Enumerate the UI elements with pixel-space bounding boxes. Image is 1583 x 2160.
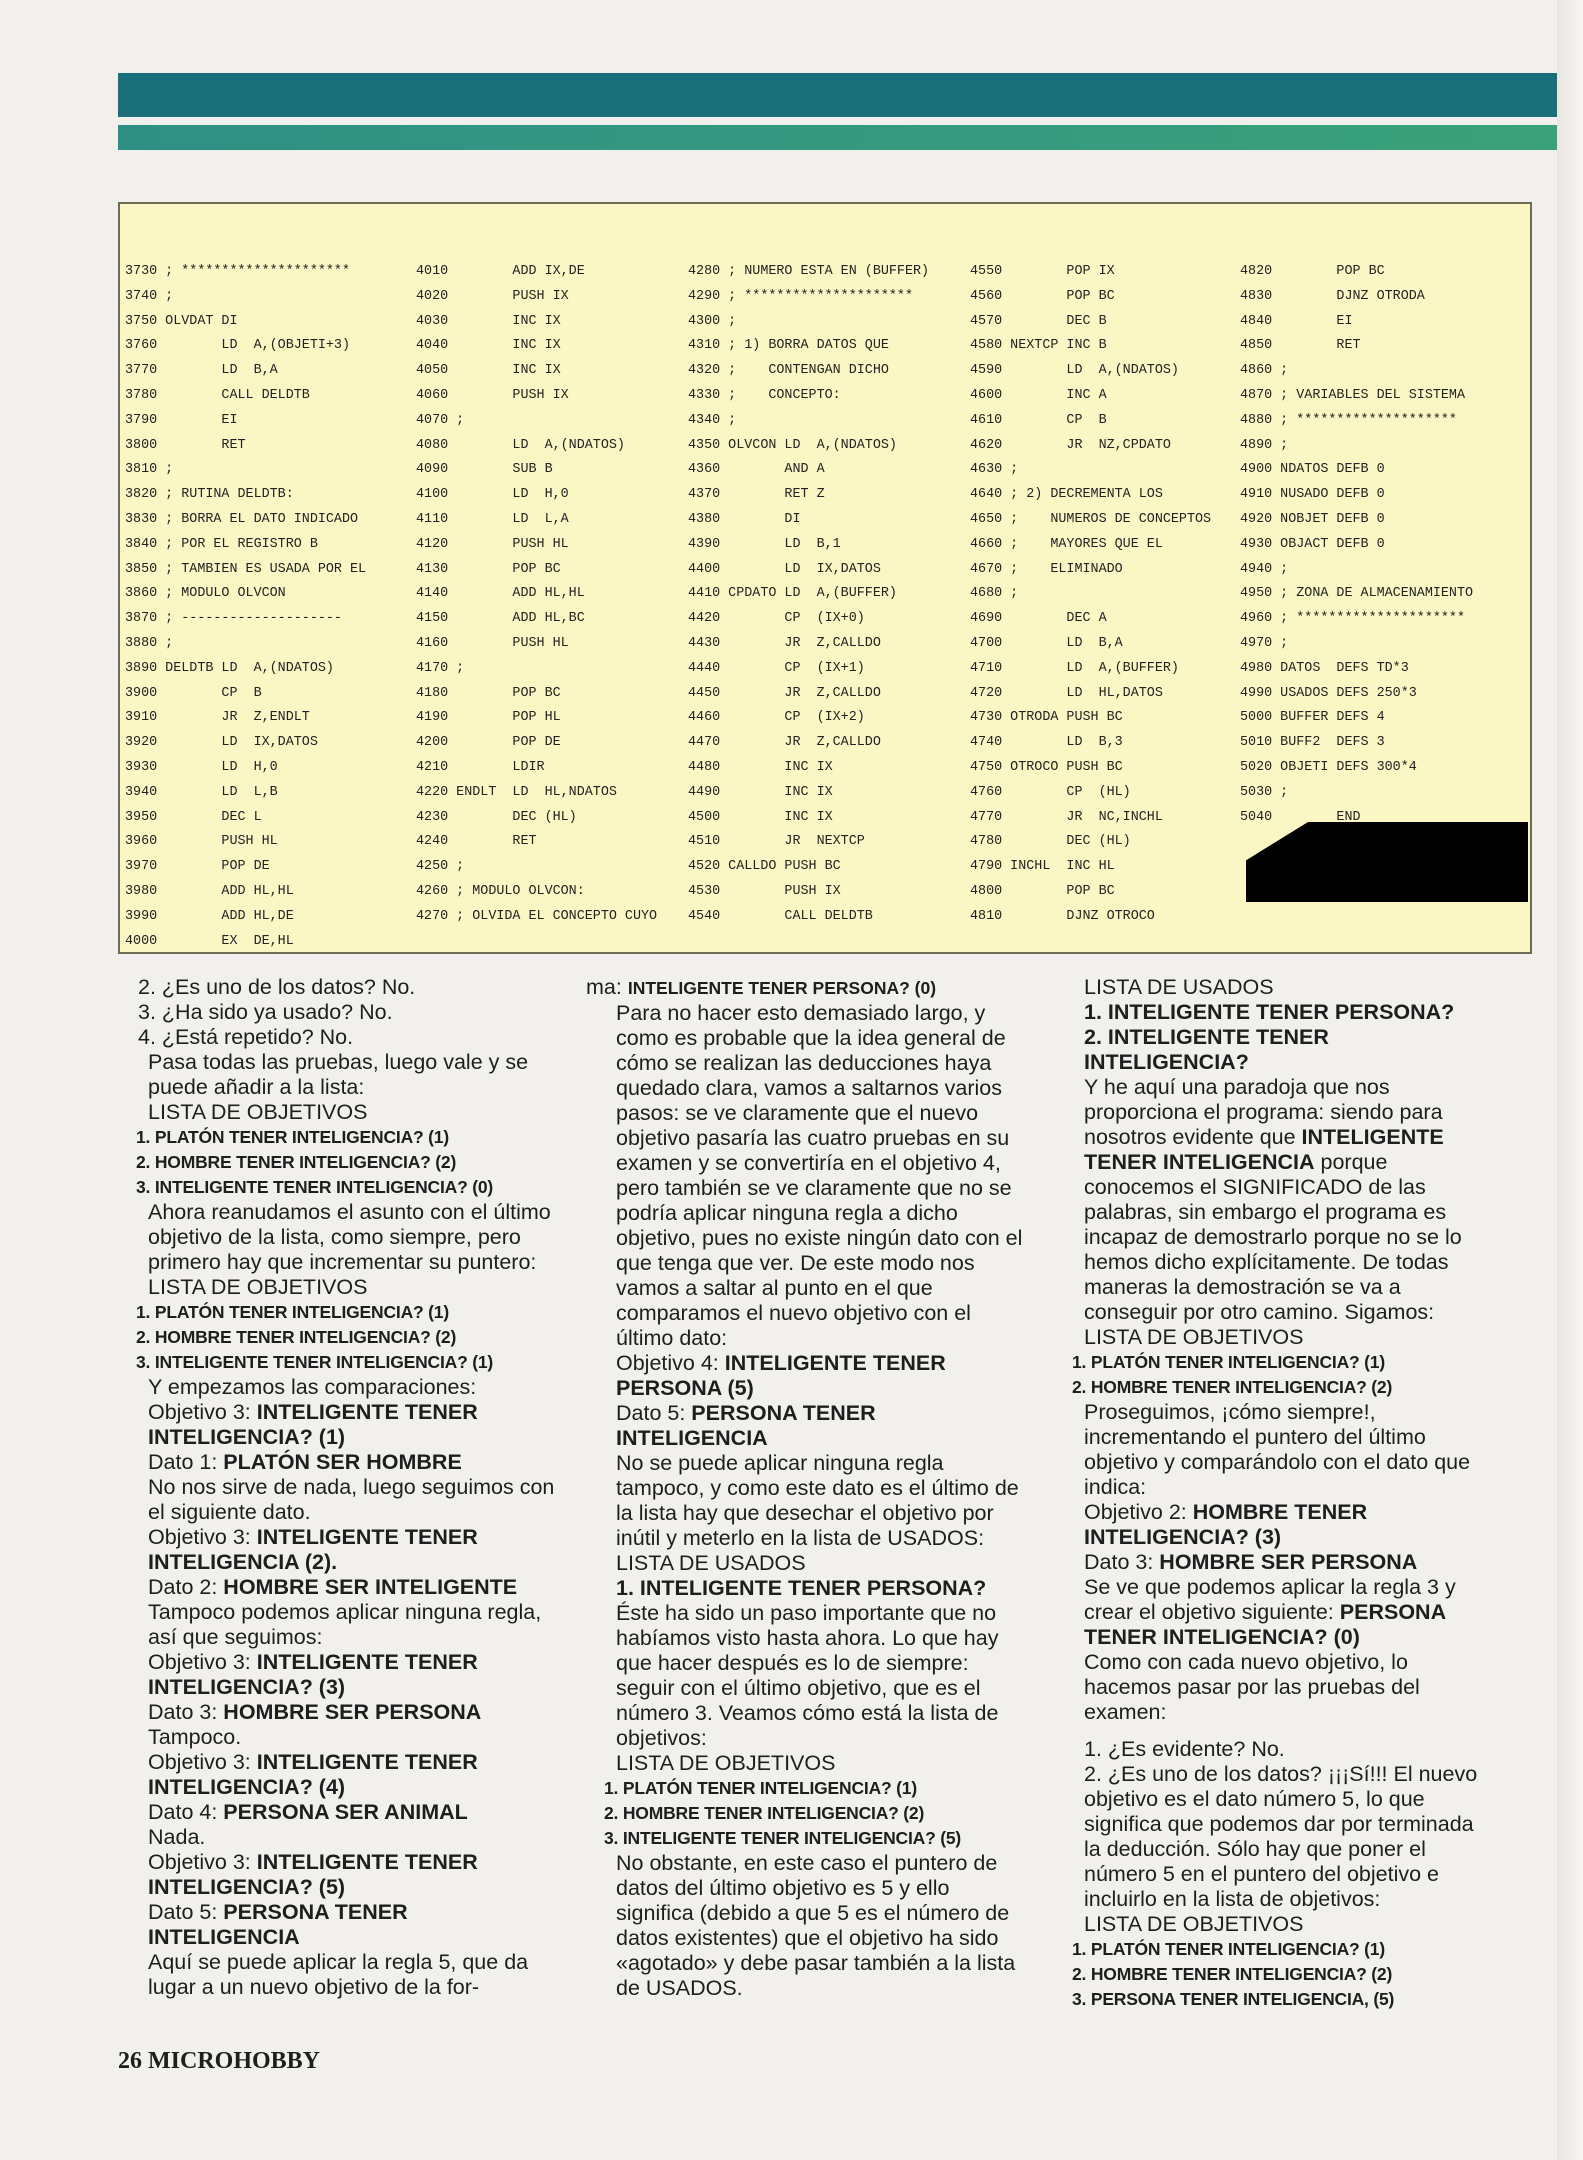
paragraph: No se puede aplicar ninguna regla tampoco, y como este dato es el último de la lista hay que desechar el objetivo por inútil y meterlo en la lista de USADOS:	[616, 1451, 1019, 1550]
list-item: 1. PLATÓN TENER INTELIGENCIA? (1)	[1072, 1939, 1385, 1959]
data-line	[1054, 1550, 1494, 1575]
data-label: Dato 5:	[616, 1401, 692, 1425]
listing-column-2: 4010 ADD IX,DE 4020 PUSH IX 4030 INC IX 4040 INC IX 4050 INC IX 4060 PUSH IX 4070 ; 4080 LD A,(NDATOS) 4090 SUB B 4100 LD H,0 4110 LD L,A 4120 PUSH HL 4130 POP BC 4140 ADD HL,HL 4150 ADD HL,BC 4160 PUSH HL 4170 ; 4180 POP BC 4190 POP HL 4200 POP DE 4210 LDIR 4220 ENDLT LD HL,NDATOS 4230 DEC (HL) 4240 RET 4250 ; 4260 ; MODULO OLVCON: 4270 ; OLVIDA EL CONCEPTO CUYO	[416, 264, 658, 924]
paragraph: 2. ¿Es uno de los datos? No.	[138, 975, 416, 999]
objective-line	[118, 1650, 558, 1700]
data-line	[586, 1401, 1026, 1451]
data-text: HOMBRE SER PERSONA	[1159, 1550, 1418, 1574]
objective-text: INTELIGENTE TENER PERSONA (5)	[616, 1351, 946, 1400]
paragraph-text: Y he aquí una paradoja que nos proporciona el programa: siendo para nosotros evidente que	[1084, 1075, 1443, 1149]
list-item: 2. HOMBRE TENER INTELIGENCIA? (2)	[604, 1803, 925, 1823]
paragraph: Aquí se puede aplicar la regla 5, que da lugar a un nuevo objetivo de la for-	[148, 1950, 529, 1999]
paragraph: Tampoco podemos aplicar ninguna regla, así que seguimos:	[148, 1600, 542, 1649]
list-item: 1. PLATÓN TENER INTELIGENCIA? (1)	[1072, 1352, 1385, 1372]
objective-label: Objetivo 3:	[148, 1400, 257, 1424]
list-item: 2. HOMBRE TENER INTELIGENCIA? (2)	[1072, 1377, 1393, 1397]
data-text: PLATÓN SER HOMBRE	[223, 1450, 462, 1474]
paragraph	[586, 975, 1026, 1001]
objective-line	[118, 1525, 558, 1575]
paragraph: Éste ha sido un paso importante que no habíamos visto hasta ahora. Lo que hay que hacer después es lo de siempre: seguir con el último objetivo, que es el número 3. Veamos cómo está la lista de objetivos:	[616, 1601, 999, 1750]
data-label: Dato 2:	[148, 1575, 224, 1599]
list-heading: LISTA DE OBJETIVOS	[1084, 1912, 1304, 1936]
text-column-2	[586, 975, 1026, 2001]
list-heading: LISTA DE USADOS	[1084, 975, 1274, 999]
data-label: Dato 5:	[148, 1900, 224, 1924]
data-label: Dato 1:	[148, 1450, 224, 1474]
used-item: 1. INTELIGENTE TENER PERSONA?	[616, 1576, 987, 1600]
text-column-1	[118, 975, 558, 2000]
objective-line	[118, 1400, 558, 1450]
data-label: Dato 4:	[148, 1800, 224, 1824]
paragraph-text: Se ve que podemos aplicar la regla 3 y crear el objetivo siguiente:	[1084, 1575, 1456, 1624]
data-line	[118, 1900, 558, 1950]
data-line	[118, 1450, 558, 1475]
data-label: Dato 3:	[1084, 1550, 1160, 1574]
data-text: HOMBRE SER PERSONA	[223, 1700, 482, 1724]
emphasis-text: INTELIGENTE TENER INTELIGENCIA	[1084, 1125, 1444, 1174]
objective-text: INTELIGENTE TENER INTELIGENCIA (2).	[148, 1525, 478, 1574]
paragraph-text: ma:	[586, 975, 628, 999]
objective-label: Objetivo 3:	[148, 1750, 257, 1774]
list-heading: LISTA DE OBJETIVOS	[616, 1751, 836, 1775]
paragraph: Ahora reanudamos el asunto con el último objetivo de la lista, como siempre, pero primero hay que incrementar su puntero:	[148, 1200, 551, 1274]
list-item: 1. PLATÓN TENER INTELIGENCIA? (1)	[136, 1127, 449, 1147]
objective-text: INTELIGENTE TENER INTELIGENCIA? (5)	[148, 1850, 478, 1899]
paragraph: 3. ¿Ha sido ya usado? No.	[138, 1000, 393, 1024]
objective-text: HOMBRE TENER INTELIGENCIA? (3)	[1084, 1500, 1368, 1549]
objective-line	[586, 1351, 1026, 1401]
data-label: Dato 3:	[148, 1700, 224, 1724]
list-item	[1054, 1000, 1494, 1025]
list-item: 1. PLATÓN TENER INTELIGENCIA? (1)	[604, 1778, 917, 1798]
paragraph: Proseguimos, ¡cómo siempre!, incrementando el puntero del último objetivo y comparándolo con el dato que indica:	[1084, 1400, 1471, 1499]
paragraph: Tampoco.	[148, 1725, 242, 1749]
list-heading: LISTA DE OBJETIVOS	[148, 1100, 368, 1124]
list-item: 3. INTELIGENTE TENER INTELIGENCIA? (0)	[136, 1177, 494, 1197]
paragraph: No nos sirve de nada, luego seguimos con el siguiente dato.	[148, 1475, 555, 1524]
list-heading: LISTA DE OBJETIVOS	[148, 1275, 368, 1299]
data-line	[118, 1575, 558, 1600]
listing-column-3: 4280 ; NUMERO ESTA EN (BUFFER) 4290 ; ********************* 4300 ; 4310 ; 1) BORRA DATOS QUE 4320 ; CONTENGAN DICHO 4330 ; CONCEPTO: 4340 ; 4350 OLVCON LD A,(NDATOS) 4360 AND A 4370 RET Z 4380 DI 4390 LD B,1 4400 LD IX,DATOS 4410 CPDATO LD A,(BUFFER) 4420 CP (IX+0) 4430 JR Z,CALLDO 4440 CP (IX+1) 4450 JR Z,CALLDO 4460 CP (IX+2) 4470 JR Z,CALLDO 4480 INC IX 4490 INC IX 4500 INC IX 4510 JR NEXTCP 4520 CALLDO PUSH BC 4530 PUSH IX 4540 CALL DELDTB	[688, 264, 930, 924]
header-band-light	[118, 125, 1583, 150]
data-text: HOMBRE SER INTELIGENTE	[223, 1575, 518, 1599]
objective-text: INTELIGENTE TENER INTELIGENCIA? (1)	[148, 1400, 478, 1449]
data-line	[118, 1800, 558, 1825]
page-footer: 26 MICROHOBBY	[118, 2048, 321, 2074]
list-item	[1054, 1025, 1494, 1075]
page-edge	[1557, 0, 1583, 2160]
objective-label: Objetivo 3:	[148, 1525, 257, 1549]
list-item: 2. HOMBRE TENER INTELIGENCIA? (2)	[1072, 1964, 1393, 1984]
paragraph: Para no hacer esto demasiado largo, y como es probable que la idea general de cómo se realizan las deducciones haya quedado clara, vamos a saltarnos varios pasos: se ve claramente que el nuevo objetivo pasaría las cuatro pruebas en su examen y se convertiría en el objetivo 4, pero también se ve claramente que no se podría aplicar ninguna regla a dicho objetivo, pues no existe ningún dato con el que tenga que ver. De este modo nos vamos a saltar al punto en el que comparamos el nuevo objetivo con el último dato:	[616, 1001, 1023, 1350]
objective-text: INTELIGENTE TENER INTELIGENCIA? (4)	[148, 1750, 478, 1799]
paragraph: Como con cada nuevo objetivo, lo hacemos pasar por las pruebas del examen:	[1084, 1650, 1420, 1724]
objective-text: INTELIGENTE TENER INTELIGENCIA? (3)	[148, 1650, 478, 1699]
paragraph	[1054, 1575, 1494, 1650]
list-item	[586, 1576, 1026, 1601]
list-item: 3. INTELIGENTE TENER INTELIGENCIA? (1)	[136, 1352, 494, 1372]
list-item: 3. PERSONA TENER INTELIGENCIA, (5)	[1072, 1989, 1395, 2009]
data-text: PERSONA TENER INTELIGENCIA	[616, 1401, 876, 1450]
list-item: 3. INTELIGENTE TENER INTELIGENCIA? (5)	[604, 1828, 962, 1848]
data-line	[118, 1700, 558, 1725]
paragraph	[1054, 1075, 1494, 1325]
objective-label: Objetivo 4:	[616, 1351, 725, 1375]
paragraph: No obstante, en este caso el puntero de datos del último objetivo es 5 y ello significa (debido a que 5 es el número de datos existentes) que el objetivo ha sido «agotado» y debe pasar también a la lista de USADOS.	[616, 1851, 1016, 2000]
paragraph: 4. ¿Está repetido? No.	[138, 1025, 354, 1049]
paragraph: 1. ¿Es evidente? No.	[1084, 1737, 1285, 1761]
objective-label: Objetivo 2:	[1084, 1500, 1193, 1524]
paragraph: Pasa todas las pruebas, luego vale y se puede añadir a la lista:	[148, 1050, 529, 1099]
objective-label: Objetivo 3:	[148, 1850, 257, 1874]
data-text: PERSONA SER ANIMAL	[223, 1800, 468, 1824]
objective-line	[118, 1750, 558, 1800]
objective-label: Objetivo 3:	[148, 1650, 257, 1674]
used-item: 1. INTELIGENTE TENER PERSONA?	[1084, 1000, 1455, 1024]
listing-column-5: 4820 POP BC 4830 DJNZ OTRODA 4840 EI 4850 RET 4860 ; 4870 ; VARIABLES DEL SISTEMA 4880 ; ******************** 4890 ; 4900 NDATOS DEFB 0 4910 NUSADO DEFB 0 4920 NOBJET DEFB 0 4930 OBJACT DEFB 0 4940 ; 4950 ; ZONA DE ALMACENAMIENTO 4960 ; ********************* 4970 ; 4980 DATOS DEFS TD*3 4990 USADOS DEFS 250*3 5000 BUFFER DEFS 4 5010 BUFF2 DEFS 3 5020 OBJETI DEFS 300*4 5030 ; 5040 END	[1240, 264, 1474, 825]
list-item: 2. HOMBRE TENER INTELIGENCIA? (2)	[136, 1152, 457, 1172]
listing-column-4: 4550 POP IX 4560 POP BC 4570 DEC B 4580 NEXTCP INC B 4590 LD A,(NDATOS) 4600 INC A 4610 CP B 4620 JR NZ,CPDATO 4630 ; 4640 ; 2) DECREMENTA LOS 4650 ; NUMEROS DE CONCEPTOS 4660 ; MAYORES QUE EL 4670 ; ELIMINADO 4680 ; 4690 DEC A 4700 LD B,A 4710 LD A,(BUFFER) 4720 LD HL,DATOS 4730 OTRODA PUSH BC 4740 LD B,3 4750 OTROCO PUSH BC 4760 CP (HL) 4770 JR NC,INCHL 4780 DEC (HL) 4790 INCHL INC HL 4800 POP BC 4810 DJNZ OTROCO	[970, 264, 1212, 924]
list-heading: LISTA DE OBJETIVOS	[1084, 1325, 1304, 1349]
list-heading: LISTA DE USADOS	[616, 1551, 806, 1575]
text-column-3	[1054, 975, 1494, 2012]
paragraph: 2. ¿Es uno de los datos? ¡¡¡Sí!!! El nuevo objetivo es el dato número 5, lo que significa que podemos dar por terminada la deducción. Sólo hay que poner el número 5 en el puntero del objetivo e incluirlo en la lista de objetivos:	[1084, 1762, 1478, 1911]
paragraph: Nada.	[148, 1825, 206, 1849]
objective-text: INTELIGENTE TENER PERSONA? (0)	[627, 978, 937, 998]
paragraph-text: porque conocemos el SIGNIFICADO de las palabras, sin embargo el programa es incapaz de demostrarlo porque no se lo hemos dicho explícitamente. De todas maneras la demostración se va a conseguir por otro camino. Sigamos:	[1084, 1150, 1462, 1324]
list-item: 2. HOMBRE TENER INTELIGENCIA? (2)	[136, 1327, 457, 1347]
paragraph: Y empezamos las comparaciones:	[148, 1375, 477, 1399]
objective-line	[118, 1850, 558, 1900]
used-item: 2. INTELIGENTE TENER INTELIGENCIA?	[1084, 1025, 1329, 1074]
listing-column-1: 3730 ; ********************* 3740 ; 3750 OLVDAT DI 3760 LD A,(OBJETI+3) 3770 LD B,A 3780 CALL DELDTB 3790 EI 3800 RET 3810 ; 3820 ; RUTINA DELDTB: 3830 ; BORRA EL DATO INDICADO 3840 ; POR EL REGISTRO B 3850 ; TAMBIEN ES USADA POR EL 3860 ; MODULO OLVCON 3870 ; -------------------- 3880 ; 3890 DELDTB LD A,(NDATOS) 3900 CP B 3910 JR Z,ENDLT 3920 LD IX,DATOS 3930 LD H,0 3940 LD L,B 3950 DEC L 3960 PUSH HL 3970 POP DE 3980 ADD HL,HL 3990 ADD HL,DE 4000 EX DE,HL	[125, 264, 367, 949]
objective-text: PERSONA TENER INTELIGENCIA? (0)	[1084, 1600, 1446, 1649]
header-band-dark	[118, 73, 1583, 117]
objective-line	[1054, 1500, 1494, 1550]
data-text: PERSONA TENER INTELIGENCIA	[148, 1900, 408, 1949]
list-item: 1. PLATÓN TENER INTELIGENCIA? (1)	[136, 1302, 449, 1322]
